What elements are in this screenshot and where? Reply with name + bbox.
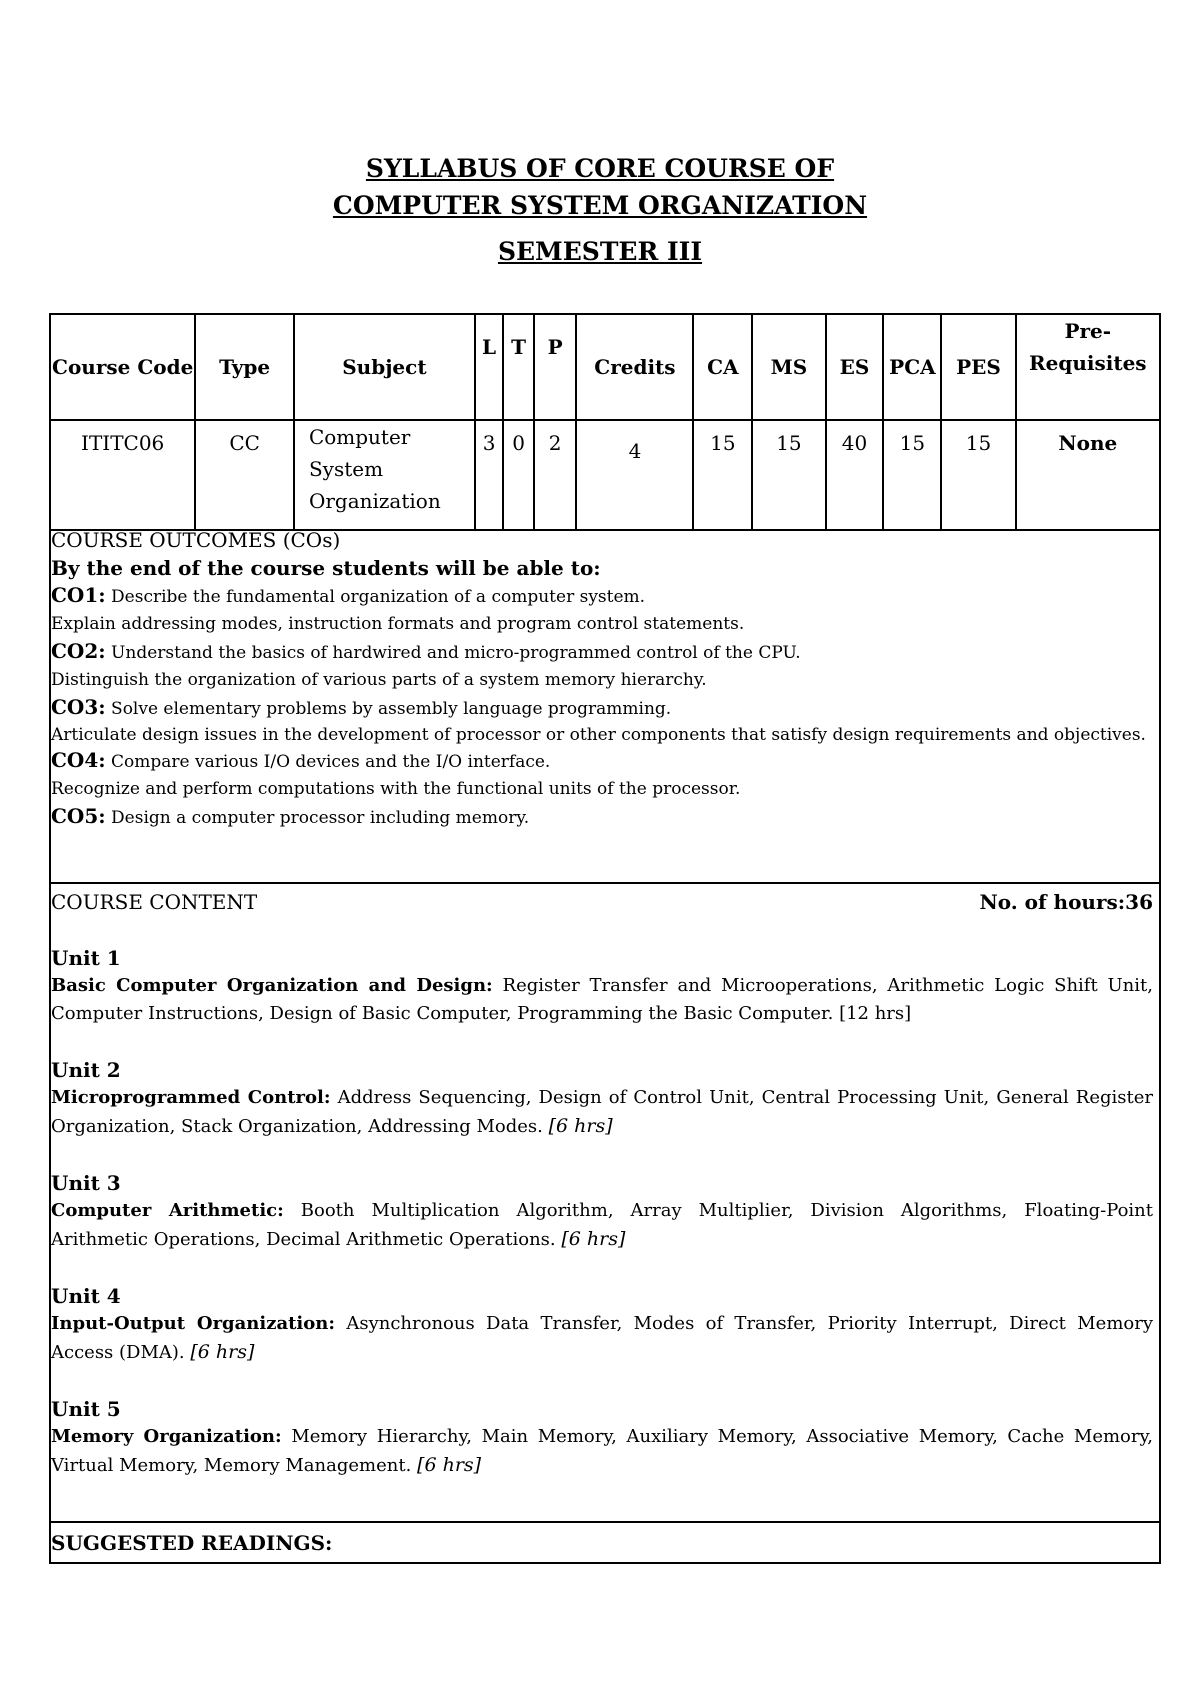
outcome-label: CO4: <box>51 748 106 772</box>
unit-hours: [6 hrs] <box>548 1115 613 1137</box>
unit-title: Unit 3 <box>51 1171 121 1195</box>
unit-hours: [6 hrs] <box>561 1228 626 1250</box>
outcome-item <box>51 667 1155 694</box>
cell-pes: 15 <box>941 420 1015 530</box>
cell-prerequisites: None <box>1016 420 1160 530</box>
header-p: P <box>534 314 577 420</box>
cell-t: 0 <box>503 420 533 530</box>
outcome-text: Solve elementary problems by assembly language programming. <box>111 699 672 719</box>
header-pca: PCA <box>883 314 941 420</box>
content-header <box>51 888 1153 916</box>
unit-text: Register Transfer and Microoperations, Arithmetic Logic Shift Unit, Computer Instructions, Design of Basic Computer, Programming the Basic Computer. <box>51 975 1153 1024</box>
unit-block <box>51 1169 1153 1254</box>
outcome-text: Explain addressing modes, instruction formats and program control statements. <box>51 614 745 634</box>
unit-block <box>51 1056 1153 1141</box>
unit-text: Address Sequencing, Design of Control Unit, Central Processing Unit, General Register Organization, Stack Organization, Addressing Modes. <box>51 1087 1154 1137</box>
cell-course-code: ITITC06 <box>50 420 195 530</box>
header-prerequisites: Pre-Requisites <box>1016 314 1160 420</box>
outcome-label: CO5: <box>51 804 106 828</box>
outcome-item <box>51 611 1155 638</box>
outcome-text: Distinguish the organization of various parts of a system memory hierarchy. <box>51 670 707 690</box>
unit-text: Memory Hierarchy, Main Memory, Auxiliary Memory, Associative Memory, Cache Memory, Virtual Memory, Memory Management. <box>51 1426 1153 1476</box>
outcome-text: Describe the fundamental organization of a computer system. <box>111 587 646 607</box>
table-header-row <box>50 314 1160 420</box>
outcome-item <box>51 694 1155 723</box>
outcome-text: Recognize and perform computations with the functional units of the processor. <box>51 779 741 799</box>
outcome-text: Design a computer processor including memory. <box>111 808 530 828</box>
unit-block <box>51 944 1153 1028</box>
unit-topic: Microprogrammed Control: <box>51 1087 331 1108</box>
header-pes: PES <box>941 314 1015 420</box>
cell-es: 40 <box>826 420 884 530</box>
unit-hours: [6 hrs] <box>190 1341 255 1363</box>
outcome-item <box>51 582 1155 611</box>
header-ca: CA <box>693 314 752 420</box>
title-block <box>0 150 1200 270</box>
unit-hours: [6 hrs] <box>417 1454 482 1476</box>
outcome-label: CO1: <box>51 583 106 607</box>
suggested-readings-section <box>49 1521 1161 1564</box>
header-course-code: Course Code <box>50 314 195 420</box>
cell-credits: 4 <box>576 420 693 530</box>
unit-text: Asynchronous Data Transfer, Modes of Transfer, Priority Interrupt, Direct Memory Access (DMA). <box>51 1313 1153 1363</box>
unit-description <box>51 1310 1153 1367</box>
cell-subject: Computer System Organization <box>294 420 475 530</box>
outcome-text: Articulate design issues in the development of processor or other components that satisfy design requirements and objectives. <box>51 725 1146 745</box>
outcome-item <box>51 803 1155 832</box>
title-line-2: COMPUTER SYSTEM ORGANIZATION <box>332 191 868 220</box>
unit-title: Unit 1 <box>51 946 121 970</box>
outcome-item <box>51 638 1155 667</box>
outcome-item <box>51 747 1155 776</box>
readings-heading: SUGGESTED READINGS: <box>51 1531 333 1555</box>
semester-title: SEMESTER III <box>497 237 703 266</box>
outcome-text: Compare various I/O devices and the I/O interface. <box>111 752 551 772</box>
unit-description <box>51 1084 1153 1141</box>
unit-topic: Computer Arithmetic: <box>51 1200 284 1221</box>
outcome-item <box>51 723 1155 747</box>
outcomes-heading: COURSE OUTCOMES (COs) <box>51 528 341 552</box>
cell-pca: 15 <box>883 420 941 530</box>
course-outcomes-section <box>49 498 1161 884</box>
title-line-1: SYLLABUS OF CORE COURSE OF <box>365 154 835 183</box>
unit-title: Unit 5 <box>51 1397 121 1421</box>
cell-ms: 15 <box>752 420 825 530</box>
hours-total: No. of hours:36 <box>979 890 1153 914</box>
unit-block <box>51 1395 1153 1480</box>
cell-ca: 15 <box>693 420 752 530</box>
header-l: L <box>475 314 503 420</box>
header-credits: Credits <box>576 314 693 420</box>
unit-block <box>51 1282 1153 1367</box>
unit-description <box>51 1197 1153 1254</box>
unit-hours: [12 hrs] <box>839 1003 912 1024</box>
content-heading: COURSE CONTENT <box>51 890 258 914</box>
header-ms: MS <box>752 314 825 420</box>
header-es: ES <box>826 314 884 420</box>
header-subject: Subject <box>294 314 475 420</box>
cell-p: 2 <box>534 420 577 530</box>
cell-l: 3 <box>475 420 503 530</box>
outcome-label: CO3: <box>51 695 106 719</box>
cell-type: CC <box>195 420 294 530</box>
unit-title: Unit 4 <box>51 1284 121 1308</box>
unit-title: Unit 2 <box>51 1058 121 1082</box>
outcome-label: CO2: <box>51 639 106 663</box>
unit-topic: Input-Output Organization: <box>51 1313 336 1334</box>
unit-description <box>51 1423 1153 1480</box>
outcome-item <box>51 776 1155 803</box>
unit-description <box>51 972 1153 1028</box>
unit-text: Booth Multiplication Algorithm, Array Multiplier, Division Algorithms, Floating-Point Arithmetic Operations, Decimal Arithmetic Operations. <box>51 1200 1153 1250</box>
course-content-section <box>49 882 1161 1523</box>
outcome-text: Understand the basics of hardwired and micro-programmed control of the CPU. <box>111 643 801 663</box>
unit-topic: Basic Computer Organization and Design: <box>51 975 493 996</box>
header-type: Type <box>195 314 294 420</box>
unit-topic: Memory Organization: <box>51 1426 282 1447</box>
header-t: T <box>503 314 533 420</box>
outcomes-subheading: By the end of the course students will be able to: <box>51 556 601 580</box>
